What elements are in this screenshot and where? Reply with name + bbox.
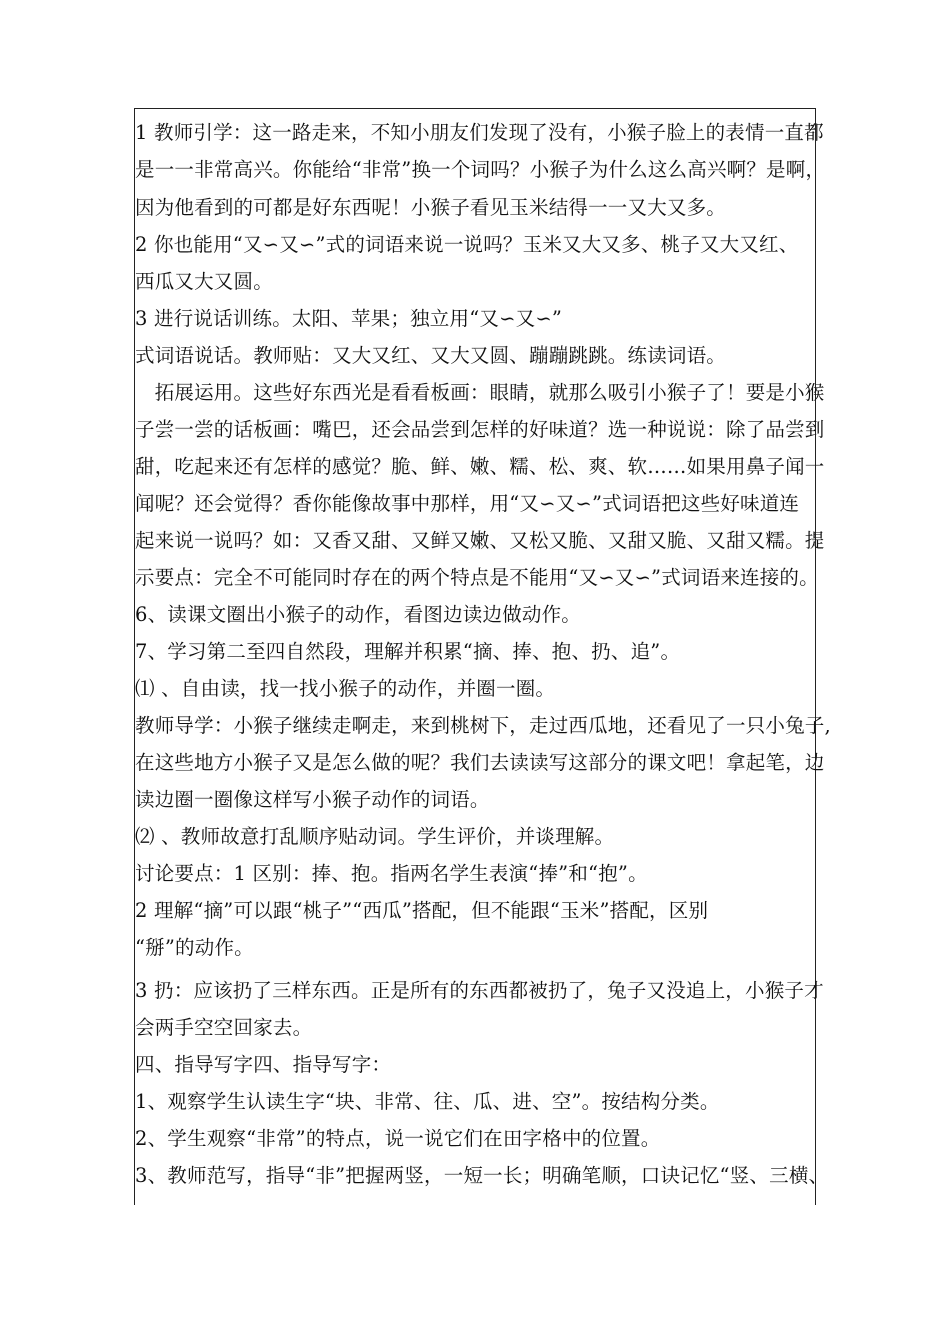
text-line: 甜，吃起来还有怎样的感觉？脆、鲜、嫩、糯、松、爽、软……如果用鼻子闻一 [135,455,825,478]
text-line: ⑴ 、自由读，找一找小猴子的动作，并圈一圈。 [135,677,556,700]
text-line: 读边圈一圈像这样写小猴子动作的词语。 [135,788,490,811]
text-line: 子尝一尝的话板画：嘴巴，还会品尝到怎样的好味道？选一种说说：除了品尝到 [135,418,825,441]
text-line: 因为他看到的可都是好东西呢！小猴子看见玉米结得一一又大又多。 [135,196,727,219]
text-line: 3、教师范写，指导“非”把握两竖，一短一长；明确笔顺，口诀记忆“竖、三横、 [135,1164,829,1187]
text-line: 四、指导写字四、指导写字： [135,1053,392,1076]
text-line: 起来说一说吗？如：又香又甜、又鲜又嫩、又松又脆、又甜又脆、又甜又糯。提 [135,529,825,552]
text-line: 在这些地方小猴子又是怎么做的呢？我们去读读写这部分的课文吧！拿起笔，边 [135,751,825,774]
text-line: ⑵ 、教师故意打乱顺序贴动词。学生评价，并谈理解。 [135,825,615,848]
text-line: 讨论要点：1 区别：捧、抱。指两名学生表演“捧”和“抱”。 [135,862,648,885]
text-line: 2、学生观察“非常”的特点，说一说它们在田字格中的位置。 [135,1127,661,1150]
text-line: 2 你也能用“又∽又∽”式的词语来说一说吗？玉米又大又多、桃子又大又红、 [135,233,799,256]
text-line: 拓展运用。这些好东西光是看看板画：眼睛，就那么吸引小猴子了！要是小猴 [135,381,825,404]
text-line: 西瓜又大又圆。 [135,270,273,293]
text-line: 2 理解“摘”可以跟“桃子”“西瓜”搭配，但不能跟“玉米”搭配，区别 [135,899,709,922]
text-line: 6、读课文圈出小猴子的动作，看图边读边做动作。 [135,603,582,626]
text-line: 1 教师引学：这一路走来，不知小朋友们发现了没有，小猴子脸上的表情一直都 [135,121,824,144]
text-line: 7、学习第二至四自然段，理解并积累“摘、捧、抱、扔、追”。 [135,640,681,663]
text-line: 1、观察学生认读生字“块、非常、往、瓜、进、空”。按结构分类。 [135,1090,720,1113]
text-line: 3 扔：应该扔了三样东西。正是所有的东西都被扔了，兔子又没追上，小猴子才 [135,979,824,1002]
text-line: 会两手空空回家去。 [135,1016,313,1039]
text-line: 教师导学：小猴子继续走啊走，来到桃树下，走过西瓜地，还看见了一只小兔子, [135,714,831,737]
text-line: 式词语说话。教师贴：又大又红、又大又圆、蹦蹦跳跳。练读词语。 [135,344,727,367]
text-line: 示要点：完全不可能同时存在的两个特点是不能用“又∽又∽”式词语来连接的。 [135,566,819,589]
text-line: “掰”的动作。 [135,936,254,959]
text-line: 是一一非常高兴。你能给“非常”换一个词吗？小猴子为什么这么高兴啊？是啊， [135,158,826,181]
text-line: 闻呢？还会觉得？香你能像故事中那样，用“又∽又∽”式词语把这些好味道连 [135,492,800,515]
text-line: 3 进行说话训练。太阳、苹果；独立用“又∽又∽” [135,307,563,330]
